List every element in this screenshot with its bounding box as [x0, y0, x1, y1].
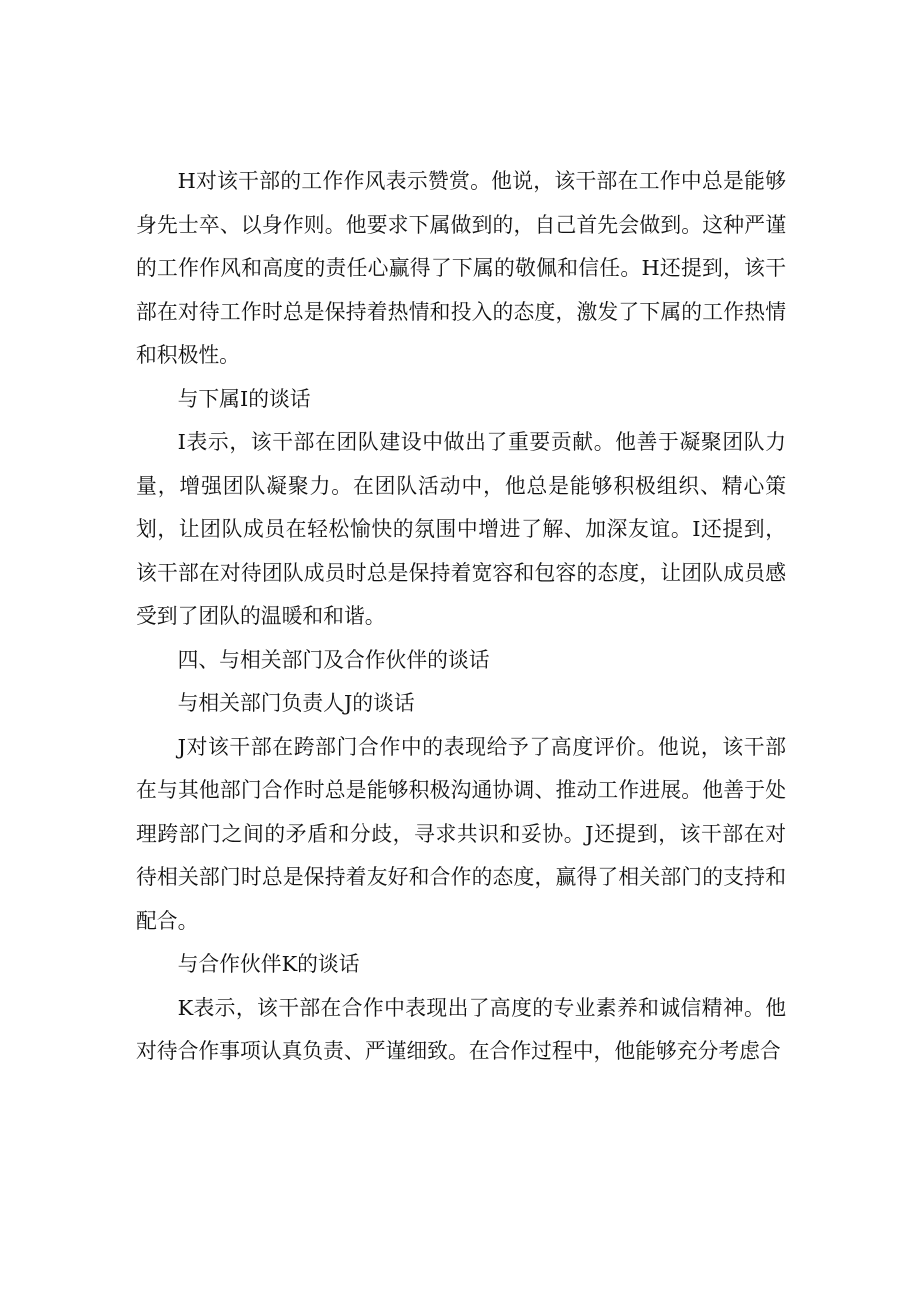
heading-talk-with-j: 与相关部门负责人J的谈话: [177, 691, 415, 715]
paragraph-j-comment: J对该干部在跨部门合作中的表现给予了高度评价。他说，该干部在与其他部门合作时总是能够积极沟通协调、推动工作进展。他善于处理跨部门之间的矛盾和分歧，寻求共识和妥协。J还提到，该干部在对待相关部门时总是保持着友好和合作的态度，赢得了相关部门的支持和配合。: [136, 734, 786, 933]
paragraph-k-comment: K表示，该干部在合作中表现出了高度的专业素养和诚信精神。他对待合作事项认真负责、严谨细致。在合作过程中，他能够充分考虑合: [136, 995, 786, 1063]
section-heading-departments-partners: 四、与相关部门及合作伙伴的谈话: [177, 647, 490, 672]
heading-talk-with-k: 与合作伙伴K的谈话: [177, 952, 360, 976]
heading-talk-with-i: 与下属I的谈话: [177, 386, 311, 411]
paragraph-i-comment: I表示，该干部在团队建设中做出了重要贡献。他善于凝聚团队力量，增强团队凝聚力。在团队活动中，他总是能够积极组织、精心策划，让团队成员在轻松愉快的氛围中增进了解、加深友谊。I还提到，该干部在对待团队成员时总是保持着宽容和包容的态度，让团队成员感受到了团队的温暖和和谐。: [136, 430, 786, 628]
document-body: [136, 160, 786, 1074]
paragraph-h-comment: H对该干部的工作作风表示赞赏。他说，该干部在工作中总是能够身先士卒、以身作则。他要求下属做到的，自己首先会做到。这种严谨的工作作风和高度的责任心赢得了下属的敬佩和信任。H还提到，该干部在对待工作时总是保持着热情和投入的态度，激发了下属的工作热情和积极性。: [136, 169, 786, 367]
